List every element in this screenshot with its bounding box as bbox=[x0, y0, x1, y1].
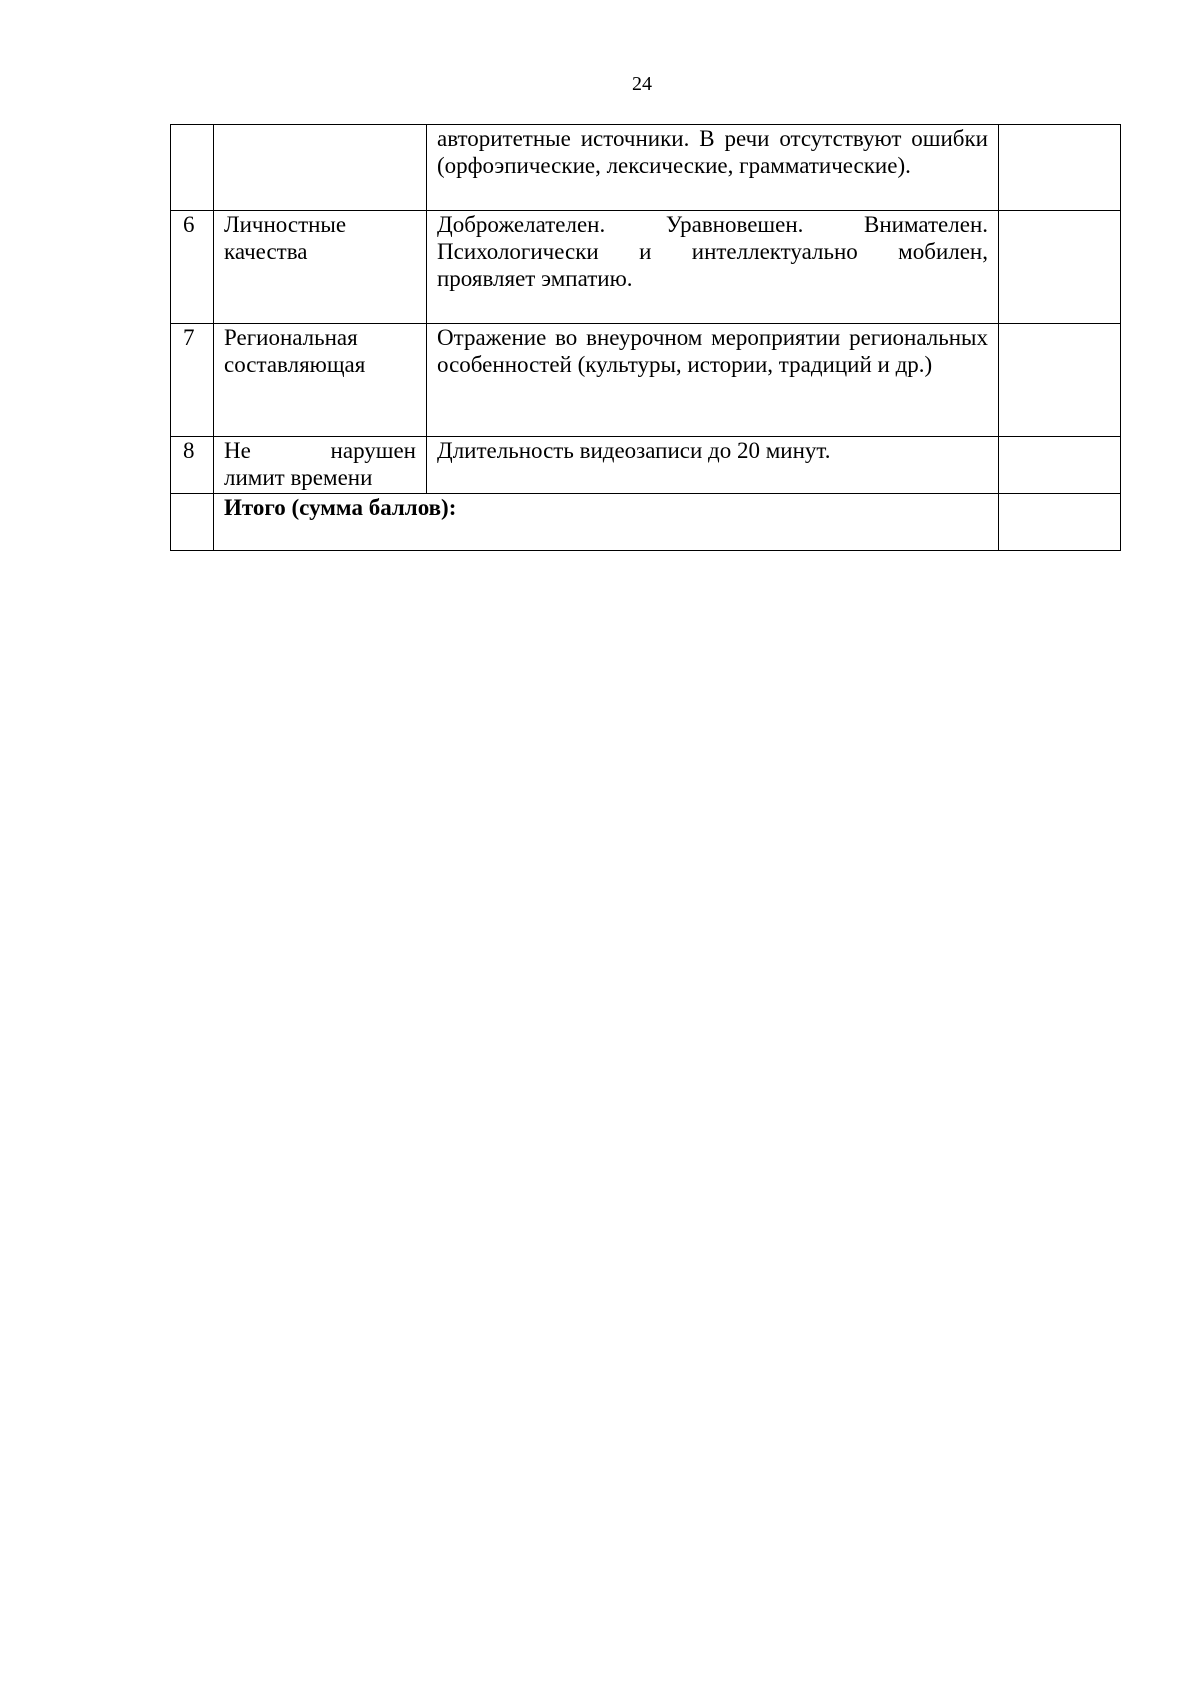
row-number-cell bbox=[171, 494, 214, 551]
row-number-cell: 6 bbox=[171, 211, 214, 324]
total-score-cell bbox=[999, 494, 1121, 551]
criterion-cell: Региональная составляющая bbox=[214, 324, 427, 437]
score-cell bbox=[999, 324, 1121, 437]
row-number-cell: 8 bbox=[171, 437, 214, 494]
row-number-cell: 7 bbox=[171, 324, 214, 437]
description-cell: Длительность видеозаписи до 20 минут. bbox=[427, 437, 999, 494]
score-cell bbox=[999, 437, 1121, 494]
score-cell bbox=[999, 211, 1121, 324]
score-cell bbox=[999, 125, 1121, 211]
page-number: 24 bbox=[632, 73, 652, 95]
criterion-cell bbox=[214, 437, 427, 494]
table-row bbox=[171, 324, 1121, 437]
row-number-cell bbox=[171, 125, 214, 211]
description-cell: авторитетные источники. В речи отсутствуют ошибки (орфоэпические, лексические, грамматические). bbox=[427, 125, 999, 211]
table-row bbox=[171, 125, 1121, 211]
evaluation-criteria-table bbox=[170, 124, 1121, 551]
criterion-cell: Личностные качества bbox=[214, 211, 427, 324]
total-row bbox=[171, 494, 1121, 551]
criterion-line: лимит времени bbox=[224, 465, 373, 490]
criterion-cell bbox=[214, 125, 427, 211]
table-row bbox=[171, 211, 1121, 324]
criterion-line: Не нарушен bbox=[224, 438, 416, 463]
table-row bbox=[171, 437, 1121, 494]
total-label: Итого (сумма баллов): bbox=[214, 494, 999, 551]
description-cell: Доброжелателен. Уравновешен. Внимателен. Психологически и интеллектуально мобилен, проявляет эмпатию. bbox=[427, 211, 999, 324]
description-cell: Отражение во внеурочном мероприятии региональных особенностей (культуры, истории, традиций и др.) bbox=[427, 324, 999, 437]
